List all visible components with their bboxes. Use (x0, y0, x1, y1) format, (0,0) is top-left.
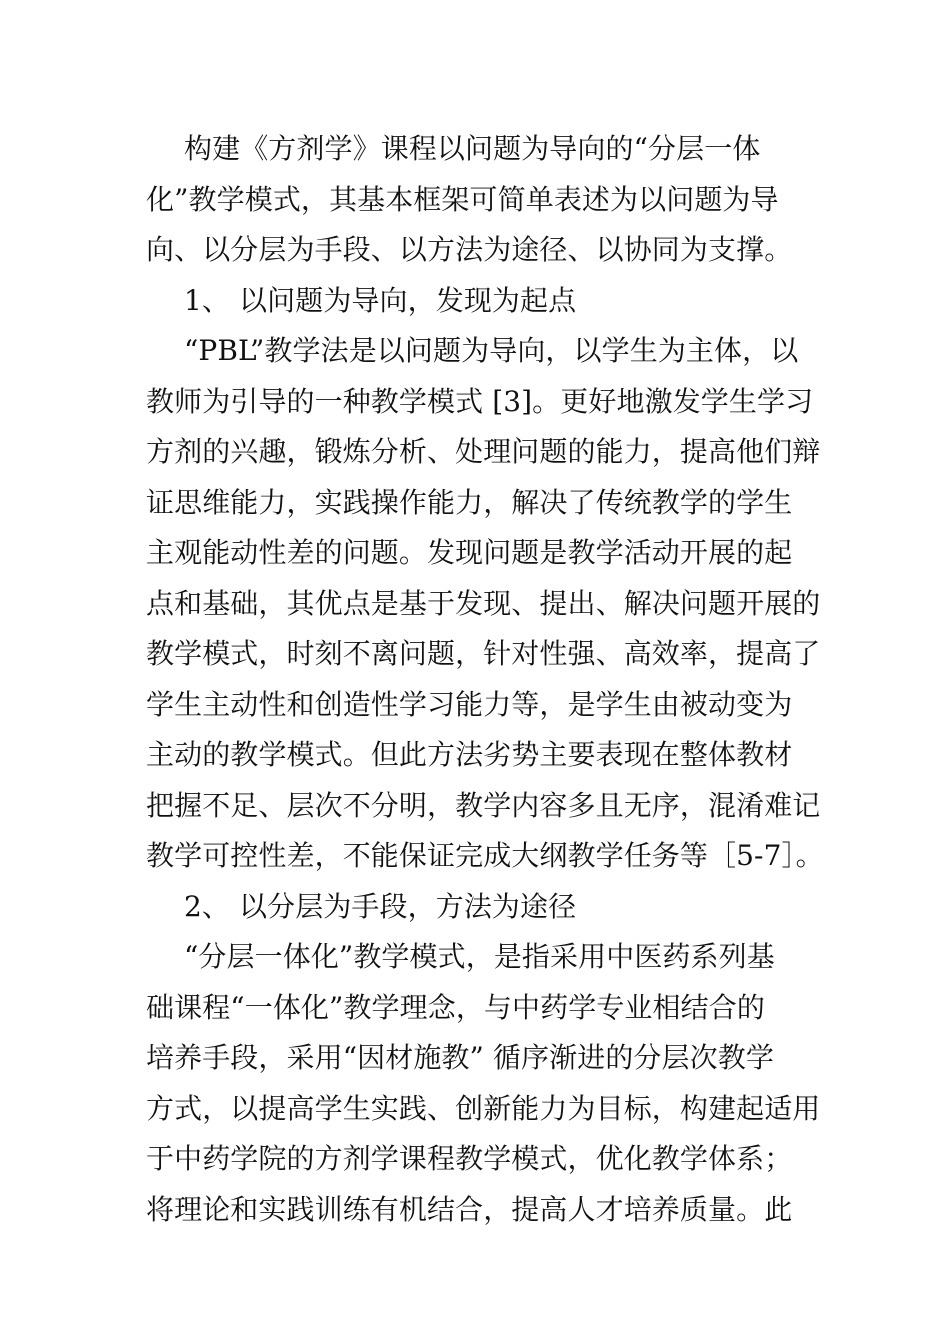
text-line: 化”教学模式，其基本框架可简单表述为以问题为导 (146, 182, 779, 216)
text-line: 把握不足、层次不分明，教学内容多且无序，混淆难记 (146, 788, 821, 822)
intro-paragraph (146, 124, 806, 276)
text-line: 将理论和实践训练有机结合，提高人才培养质量。此 (146, 1192, 793, 1226)
text-line: 培养手段，采用“因材施教” 循序渐进的分层次教学 (146, 1041, 774, 1074)
text-line: 证思维能力，实践操作能力，解决了传统教学的学生 (146, 485, 793, 519)
heading-line: 1、 以问题为导向，发现为起点 (184, 283, 577, 317)
text-line: 教师为引导的一种教学模式 [3]。更好地激发学生学习 (146, 384, 814, 418)
text-line: 点和基础，其优点是基于发现、提出、解决问题开展的 (146, 586, 821, 620)
text-line: 教学可控性差，不能保证完成大纲教学任务等［5-7］。 (146, 839, 824, 872)
text-line: 构建《方剂学》课程以问题为导向的“分层一体 (184, 132, 761, 165)
text-line: 主观能动性差的问题。发现问题是教学活动开展的起 (146, 536, 793, 569)
layered-teaching-paragraph (146, 932, 821, 1235)
text-line: 方式，以提高学生实践、创新能力为目标，构建起适用 (146, 1091, 821, 1125)
text-line: 础课程“一体化”教学理念，与中药学专业相结合的 (146, 990, 765, 1024)
text-line: 学生主动性和创造性学习能力等，是学生由被动变为 (146, 687, 793, 721)
text-line: “分层一体化”教学模式，是指采用中医药系列基 (184, 940, 775, 973)
text-line: 向、以分层为手段、以方法为途径、以协同为支撑。 (146, 233, 793, 266)
document-page (146, 124, 824, 1235)
text-line: “PBL”教学法是以问题为导向，以学生为主体，以 (184, 334, 799, 367)
text-line: 主动的教学模式。但此方法劣势主要表现在整体教材 (146, 738, 793, 771)
section-heading-2 (146, 882, 806, 933)
text-line: 于中药学院的方剂学课程教学模式，优化教学体系； (146, 1142, 793, 1175)
text-line: 教学模式，时刻不离问题，针对性强、高效率，提高了 (146, 637, 821, 670)
section-heading-1 (146, 276, 806, 327)
heading-line: 2、 以分层为手段，方法为途径 (184, 889, 577, 923)
pbl-paragraph (146, 326, 824, 882)
text-line: 方剂的兴趣，锻炼分析、处理问题的能力，提高他们辩 (146, 435, 821, 468)
